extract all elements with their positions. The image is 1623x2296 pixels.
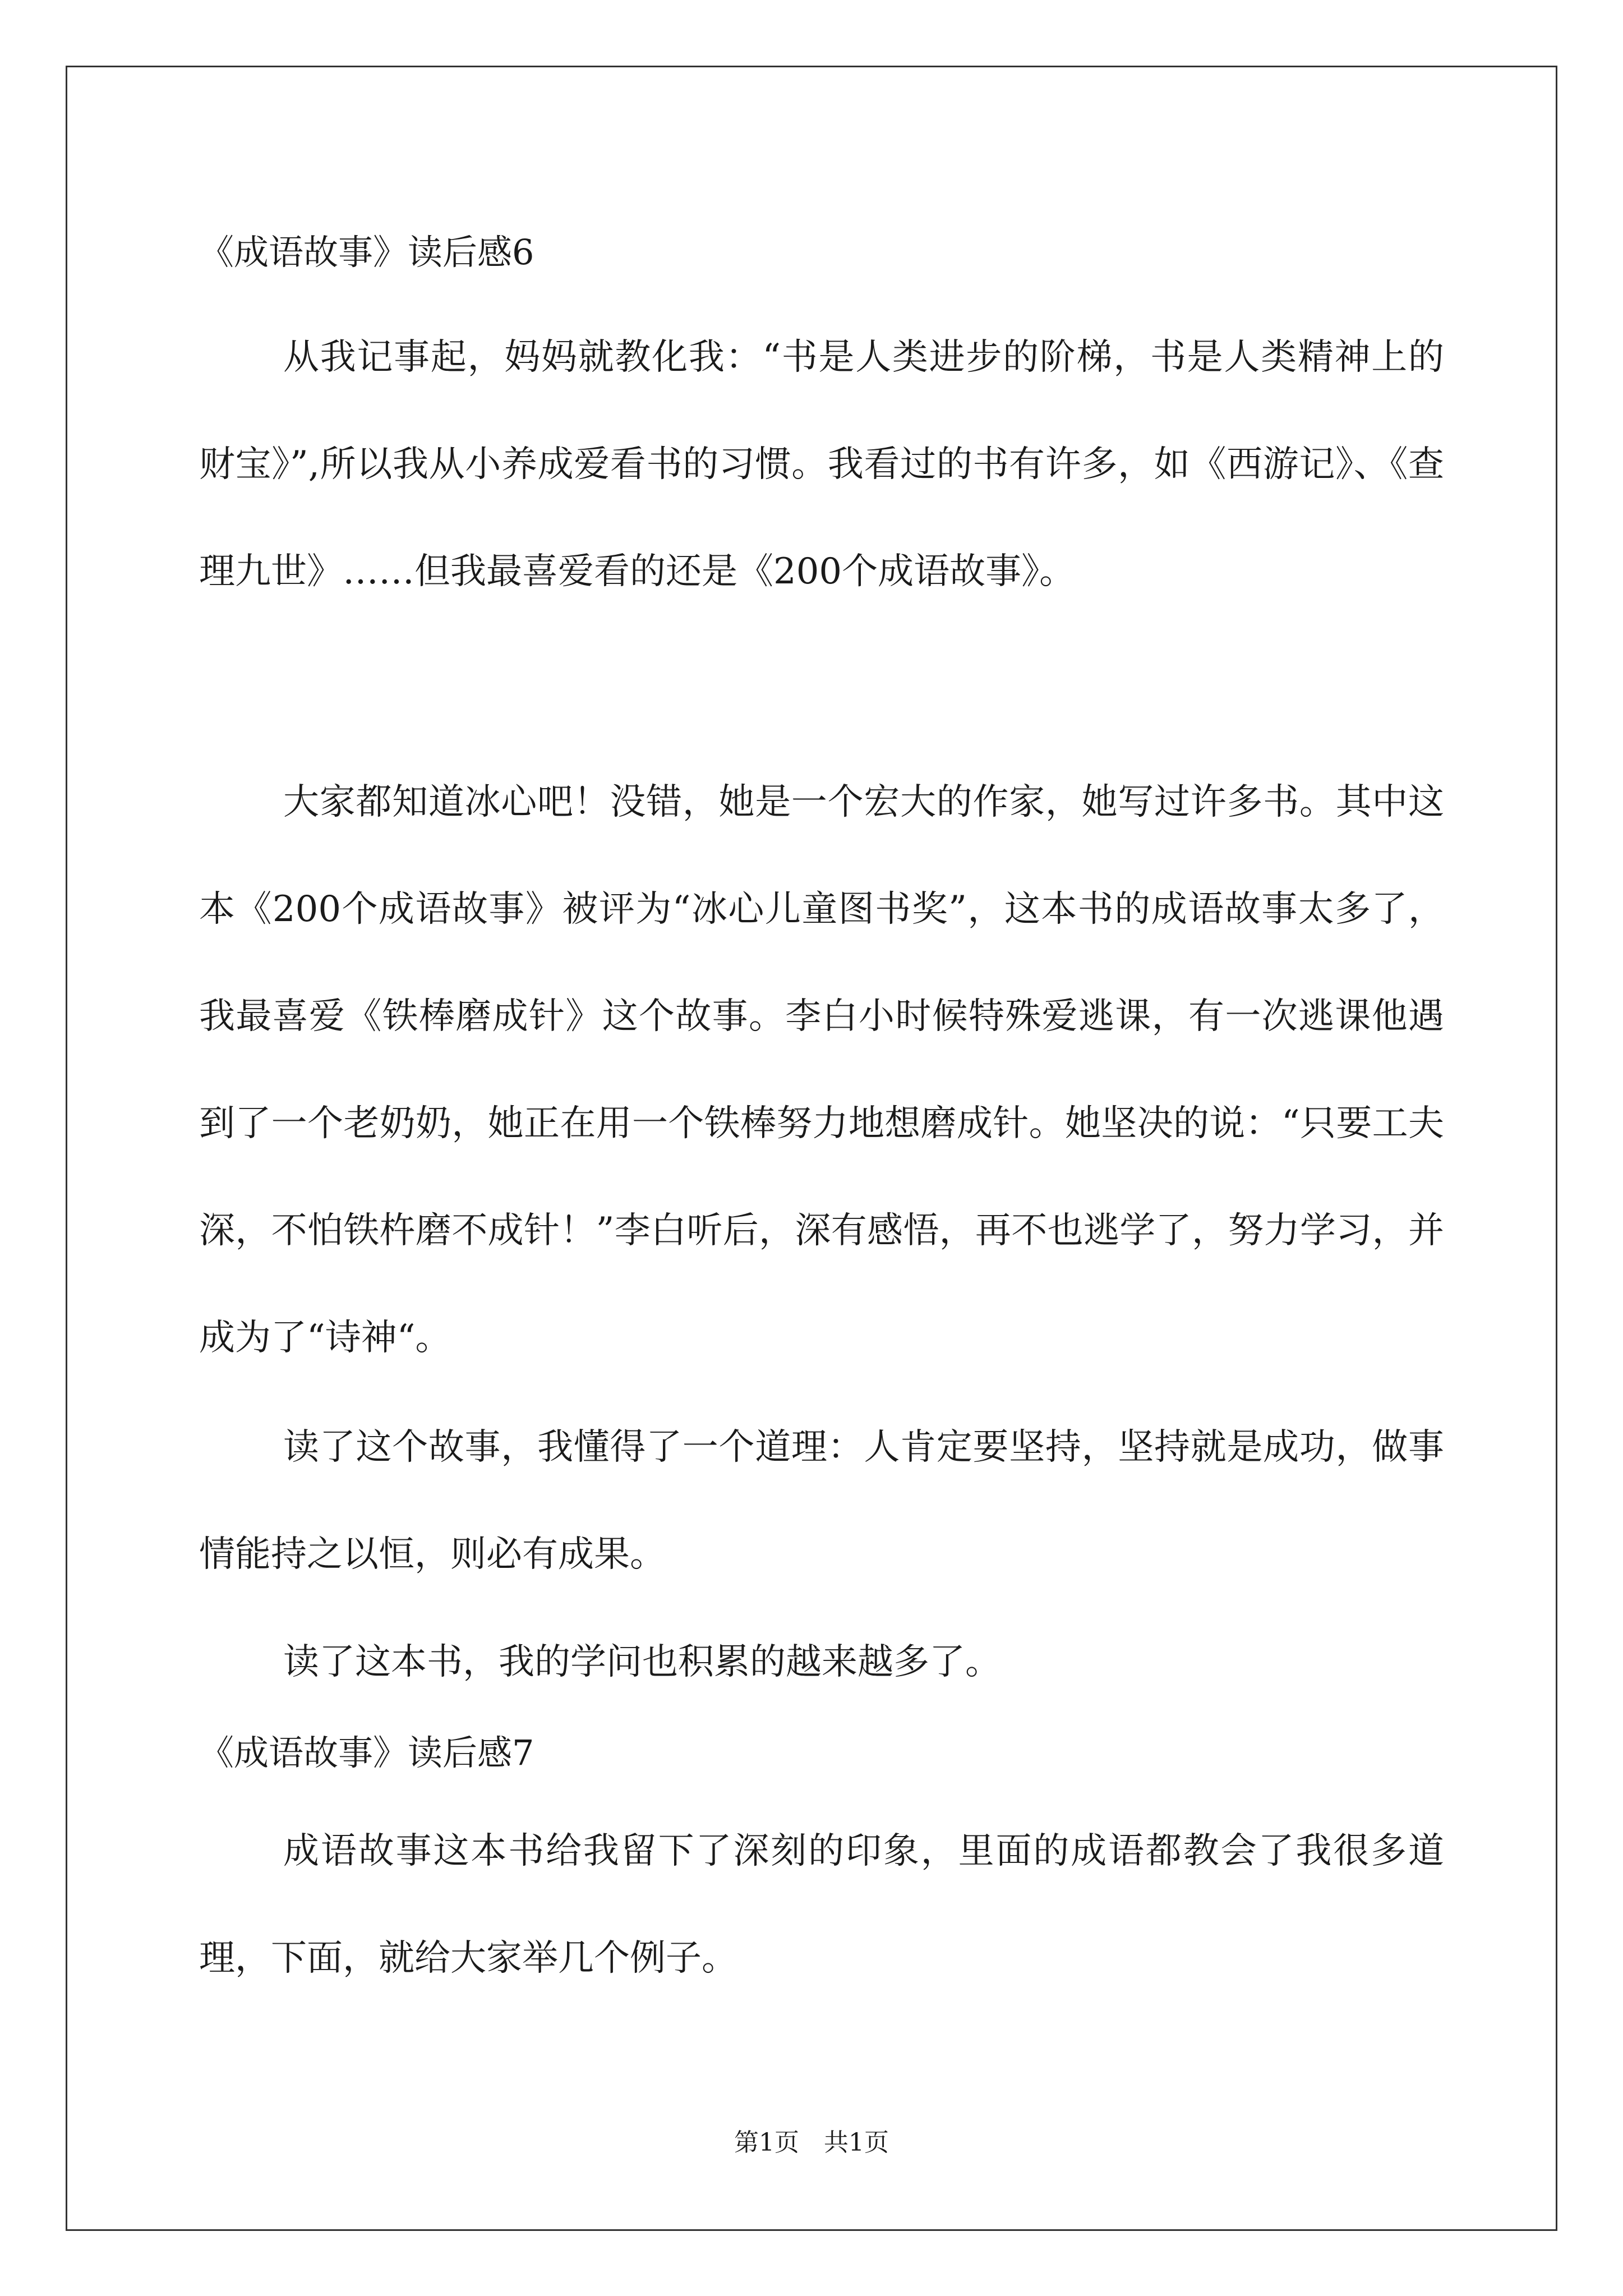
paragraph-6-1: 从我记事起，妈妈就教化我：“书是人类进步的阶梯，书是人类精神上的财宝》”,所以我从小养成爱看书的习惯。我看过的书有许多，如《西游记》、《查理九世》……但我最喜爱看的还是《200个成语故事》。: [199, 337, 1444, 592]
paragraph-6-3: 读了这个故事，我懂得了一个道理：人肯定要坚持，坚持就是成功，做事情能持之以恒，则必有成果。: [199, 1427, 1444, 1575]
section-title-6: 《成语故事》读后感6: [199, 232, 534, 273]
paragraph-6-4: 读了这本书，我的学问也积累的越来越多了。: [283, 1641, 1001, 1683]
section-title-7: 《成语故事》读后感7: [199, 1732, 534, 1773]
paragraph-6-2: 大家都知道冰心吧！没错，她是一个宏大的作家，她写过许多书。其中这本《200个成语故事》被评为“冰心儿童图书奖”，这本书的成语故事太多了，我最喜爱《铁棒磨成针》这个故事。李白小时候特殊爱逃课，有一次逃课他遇到了一个老奶奶，她正在用一个铁棒努力地想磨成针。她坚决的说：“只要工夫深，不怕铁杵磨不成针！”李白听后，深有感悟，再不也逃学了，努力学习，并成为了“诗神“。: [199, 781, 1444, 1359]
paragraph-7-1: 成语故事这本书给我留下了深刻的印象，里面的成语都教会了我很多道理，下面，就给大家举几个例子。: [199, 1830, 1444, 1979]
page-footer: 第1页 共1页: [734, 2128, 889, 2157]
